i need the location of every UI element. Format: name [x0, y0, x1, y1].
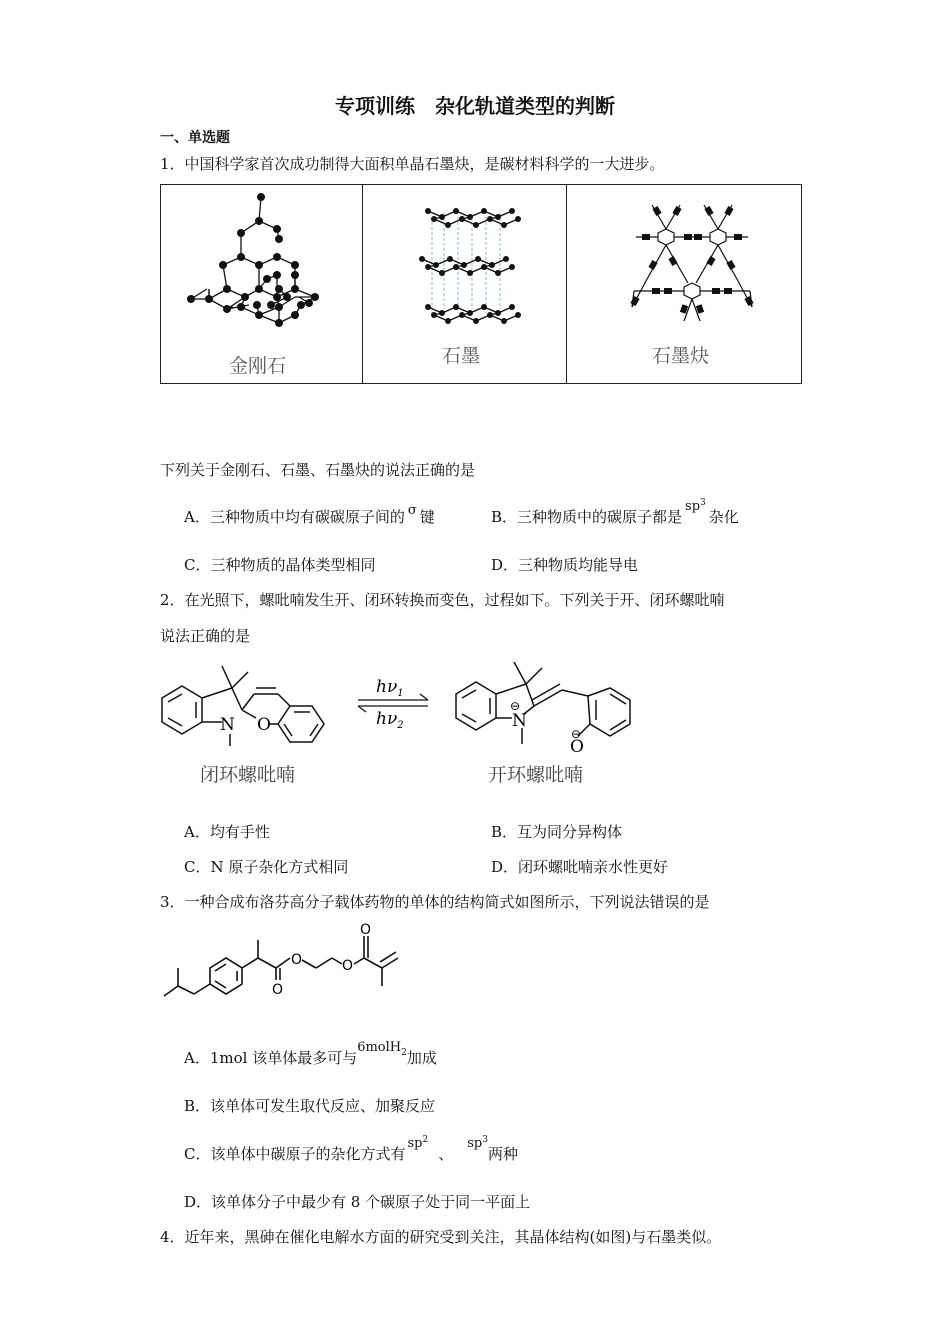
- graphdiyne-label: 石墨炔: [652, 345, 710, 367]
- q2-option-a[interactable]: A．均有手性: [184, 823, 270, 841]
- diamond-label: 金刚石: [229, 355, 287, 377]
- ester-o-atom-1: O: [291, 952, 303, 968]
- sp3-symbol: $sp^3$: [685, 498, 706, 514]
- sp2-symbol: $sp^2$: [407, 1135, 429, 1151]
- open-o-charge: ⊖: [571, 727, 582, 741]
- open-o-atom: O: [570, 737, 584, 757]
- graphite-label: 石墨: [442, 345, 481, 367]
- page-title: 专项训练 杂化轨道类型的判断: [335, 94, 615, 118]
- svg-text:hν2: $h\nu_2$: [376, 709, 404, 731]
- q3-stem: 3．一种合成布洛芬高分子载体药物的单体的结构简式如图所示，下列说法错误的是: [160, 893, 710, 911]
- svg-text:hν1: $h\nu_1$: [376, 677, 404, 699]
- open-spiropyran-structure: [450, 656, 660, 756]
- open-n-atom: N: [512, 711, 527, 731]
- equilibrium-arrow: [350, 676, 440, 736]
- q2-stem-line1: 2．在光照下，螺吡喃发生开、闭环转换而变色，过程如下。下列关于开、闭环螺吡喃: [160, 591, 725, 609]
- closed-spiropyran-label: 闭环螺吡喃: [200, 764, 296, 786]
- q1-option-d[interactable]: D．三种物质均能导电: [491, 556, 639, 574]
- q1-stem: 1．中国科学家首次成功制得大面积单晶石墨炔，是碳材料科学的一大进步。: [160, 155, 665, 173]
- open-spiropyran-label: 开环螺吡喃: [488, 764, 584, 786]
- q1-question: 下列关于金刚石、石墨、石墨炔的说法正确的是: [160, 461, 476, 479]
- diamond-cell: [161, 185, 363, 383]
- ibuprofen-monomer-structure: [160, 922, 410, 1002]
- ester-o-atom-2: O: [342, 958, 354, 974]
- h2-formula: 6molH$_2$: [357, 1040, 407, 1058]
- section-heading: 一、单选题: [160, 130, 230, 146]
- q4-stem: 4．近年来，黑砷在催化电解水方面的研究受到关注，其晶体结构(如图)与石墨类似。: [160, 1228, 722, 1246]
- q2-option-b[interactable]: B．互为同分异构体: [491, 823, 623, 841]
- q2-option-d[interactable]: D．闭环螺吡喃亲水性更好: [491, 858, 669, 876]
- q2-option-c[interactable]: C．N 原子杂化方式相同: [184, 858, 349, 876]
- carbonyl-o-atom-1: O: [272, 982, 284, 998]
- q1-option-b[interactable]: B．三种物质中的碳原子都是$sp^3$杂化: [491, 498, 739, 526]
- q3-option-a[interactable]: A．1mol 该单体最多可与6molH$_2$加成: [184, 1040, 437, 1067]
- q3-option-d[interactable]: D．该单体分子中最少有 8 个碳原子处于同一平面上: [184, 1193, 531, 1211]
- q1-option-a[interactable]: A．三种物质中均有碳碳原子间的 σ 键: [184, 503, 435, 526]
- graphdiyne-cell: [566, 185, 801, 383]
- carbonyl-o-atom-2: O: [360, 922, 372, 938]
- q3-option-b[interactable]: B．该单体可发生取代反应、加聚反应: [184, 1097, 436, 1115]
- sigma-symbol: σ: [407, 503, 417, 518]
- closed-spiropyran-structure: [156, 658, 346, 758]
- q3-option-c[interactable]: C．该单体中碳原子的杂化方式有$sp^2$、$sp^3$两种: [184, 1135, 518, 1163]
- closed-n-atom: N: [220, 715, 235, 735]
- closed-o-atom: O: [257, 715, 271, 735]
- open-n-charge: ⊖: [510, 699, 521, 713]
- sp3-symbol-c: $sp^3$: [467, 1135, 488, 1151]
- graphite-cell: [362, 185, 567, 383]
- q1-option-c[interactable]: C．三种物质的晶体类型相同: [184, 556, 376, 574]
- q1-figure-table: [160, 184, 802, 384]
- q2-stem-line2: 说法正确的是: [160, 627, 251, 645]
